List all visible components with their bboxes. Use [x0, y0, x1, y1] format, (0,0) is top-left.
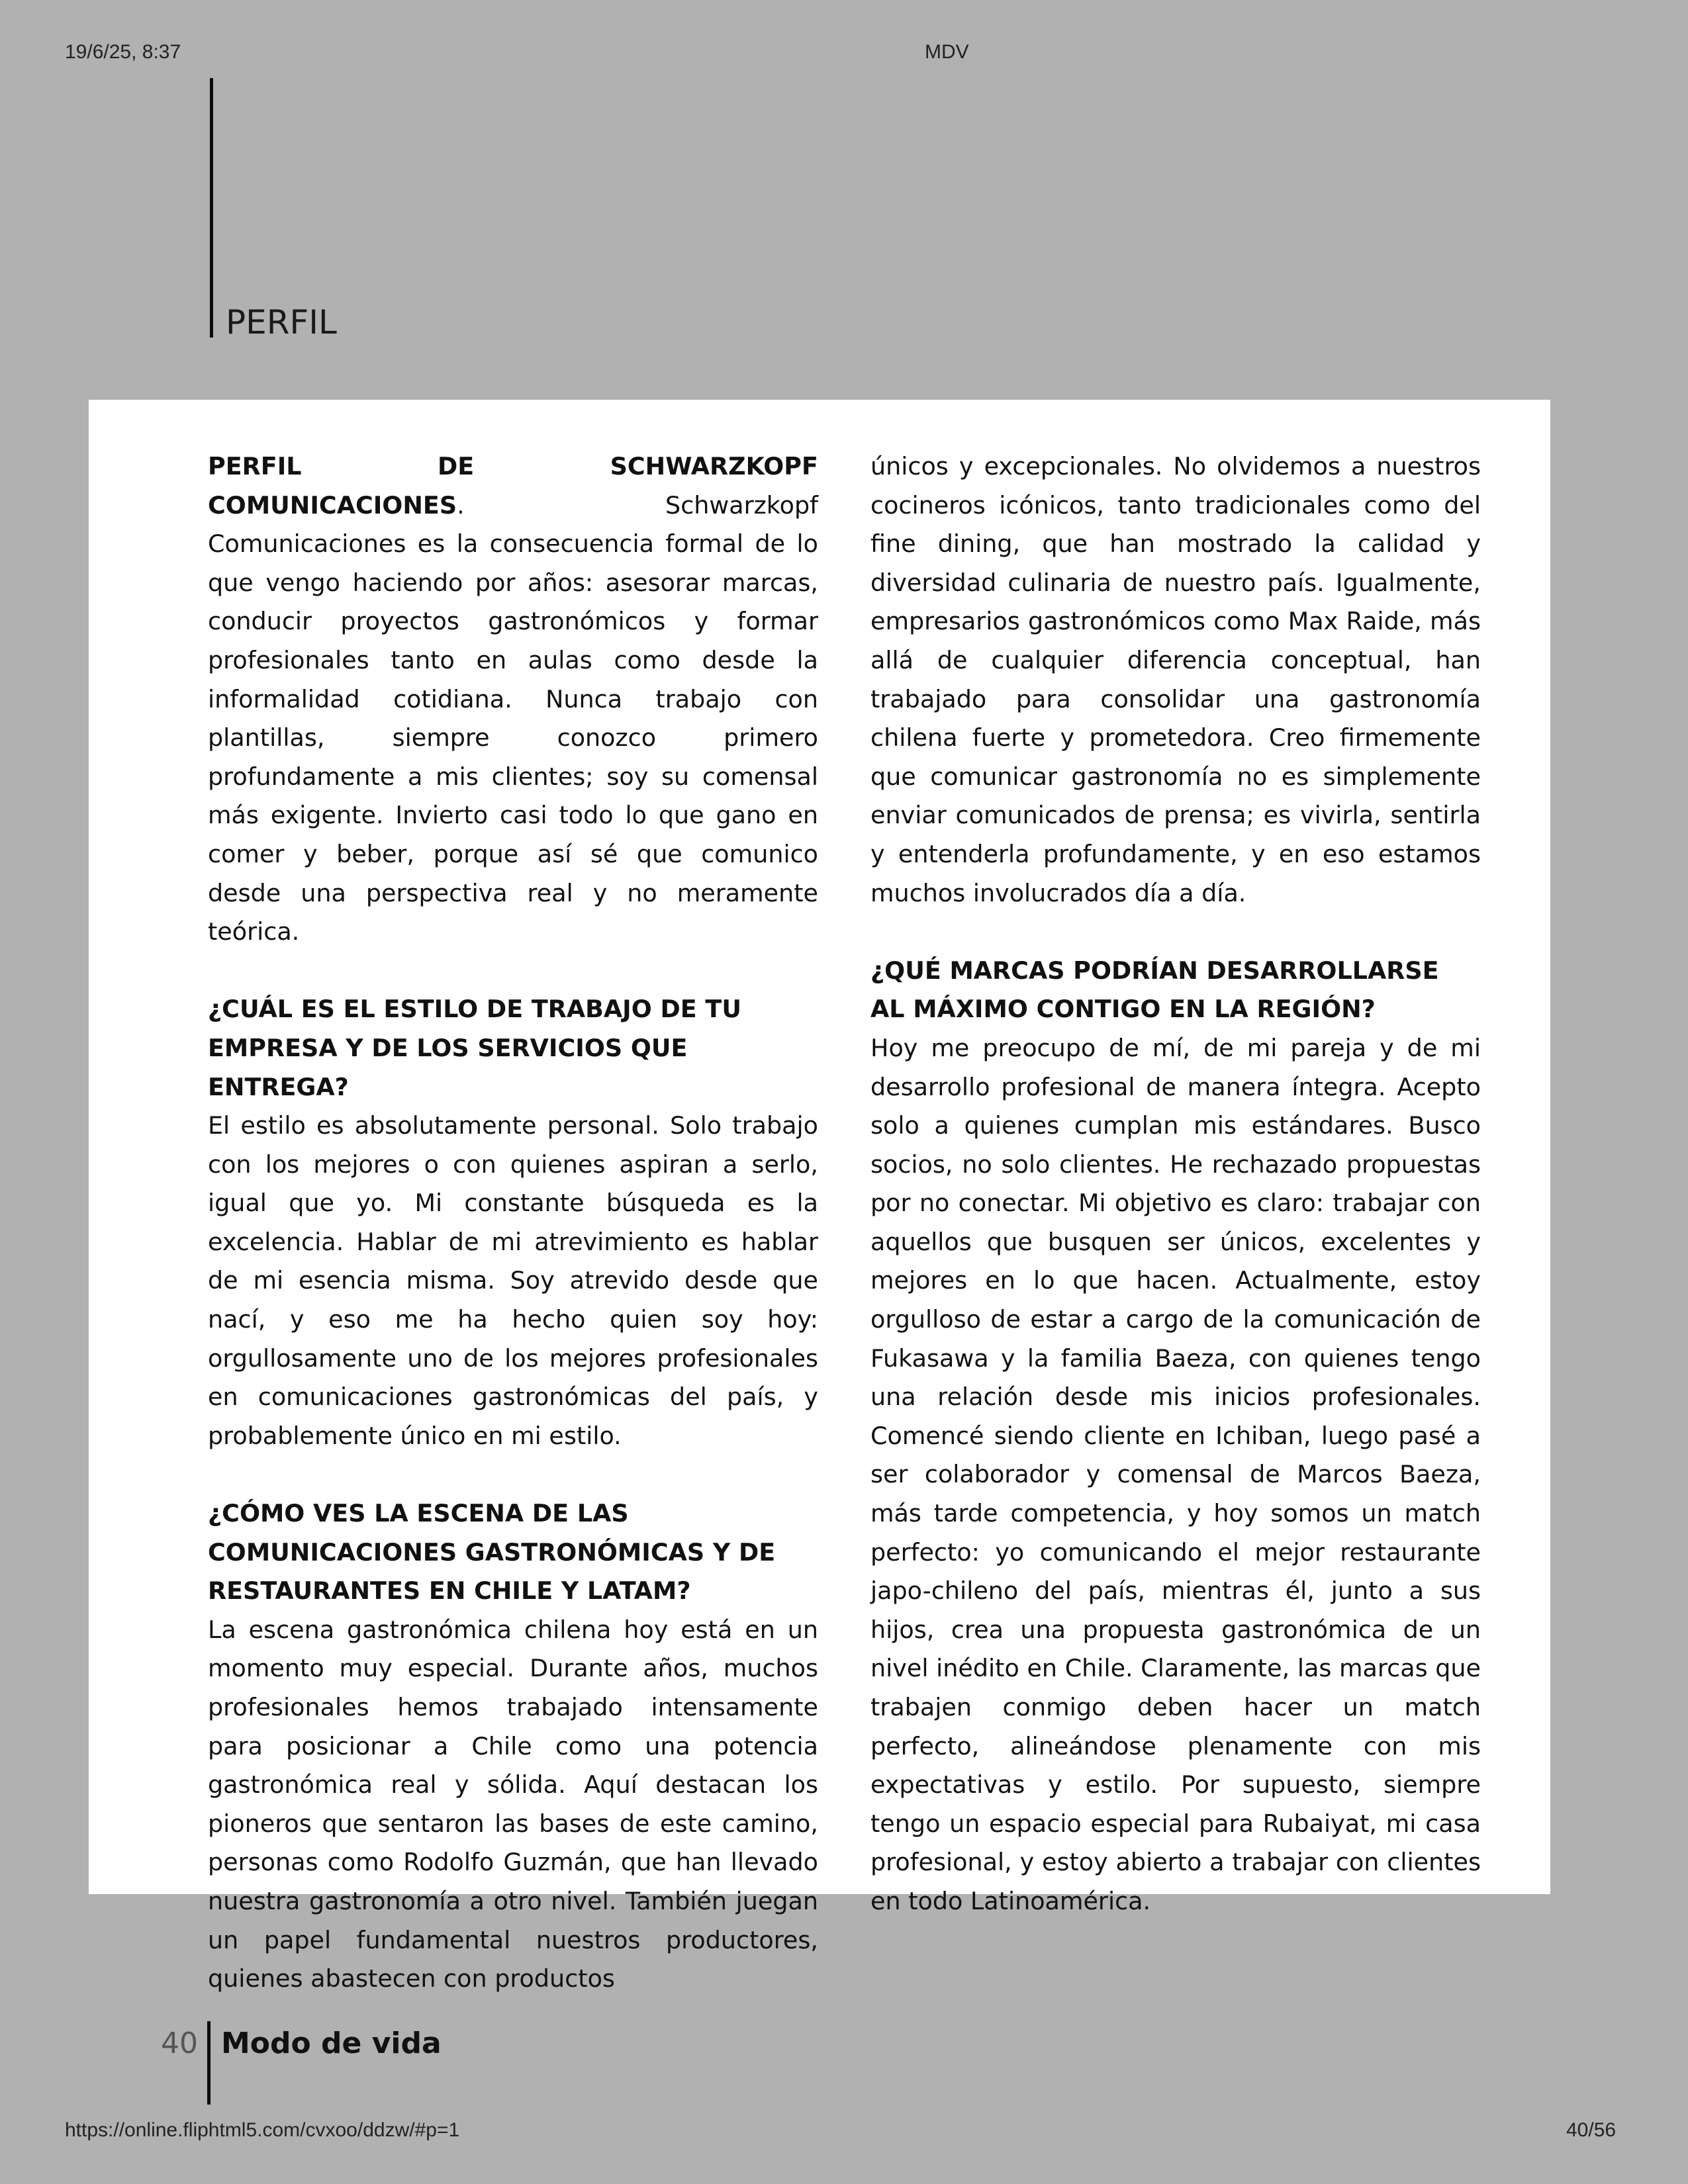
spacer	[208, 952, 818, 991]
question-heading-1: ¿CUÁL ES EL ESTILO DE TRABAJO DE TU EMPRESA Y DE LOS SERVICIOS QUE ENTREGA?	[208, 995, 741, 1101]
article-column-left	[208, 447, 818, 1999]
print-title: MDV	[925, 41, 969, 63]
spacer	[208, 1455, 818, 1494]
spacer	[870, 913, 1481, 952]
section-divider	[210, 78, 213, 338]
intro-period: .	[457, 490, 465, 520]
footer-divider	[207, 2021, 211, 2105]
article-column-right	[870, 447, 1481, 1921]
source-url: https://online.fliphtml5.com/cvxoo/ddzw/#p=1	[65, 2119, 460, 2141]
answer-body-3: Hoy me preocupo de mí, de mi pareja y de mi desarrollo profesional de manera íntegra. Acepto solo a quienes cumplan mis estándares. Busco socios, no solo clientes. He rechazado propuestas por no conectar. Mi objetivo es claro: trabajar con aquellos que busquen ser únicos, excelentes y mejores en lo que hacen. Actualmente, estoy orgulloso de estar a cargo de la comunicación de Fukasawa y la familia Baeza, con quienes tengo una relación desde mis inicios profesionales. Comencé siendo cliente en Ichiban, luego pasé a ser colaborador y comensal de Marcos Baeza, más tarde competencia, y hoy somos un match perfecto: yo comunicando el mejor restaurante japo-chileno del país, mientras él, junto a sus hijos, crea una propuesta gastronómica de un nivel inédito en Chile. Claramente, las marcas que trabajen conmigo deben hacer un match perfecto, alineándose plenamente con mis expectativas y estilo. Por supuesto, siempre tengo un espacio especial para Rubaiyat, mi casa profesional, y estoy abierto a trabajar con clientes en todo Latinoamérica.	[870, 1033, 1481, 1915]
answer-body-2: La escena gastronómica chilena hoy está en un momento muy especial. Durante años, muchos profesionales hemos trabajado intensamente para posicionar a Chile como una potencia gastronómica real y sólida. Aquí destacan los pioneros que sentaron las bases de este camino, personas como Rodolfo Guzmán, que han llevado nuestra gastronomía a otro nivel. También juegan un papel fundamental nuestros productores, quienes abastecen con productos	[208, 1615, 818, 1993]
question-heading-3: ¿QUÉ MARCAS PODRÍAN DESARROLLARSE AL MÁXIMO CONTIGO EN LA REGIÓN?	[870, 956, 1439, 1024]
print-datetime: 19/6/25, 8:37	[65, 41, 181, 63]
magazine-name: Modo de vida	[221, 2026, 442, 2060]
answer-body-1: El estilo es absolutamente personal. Solo trabajo con los mejores o con quienes aspiran a serlo, igual que yo. Mi constante búsqueda es la excelencia. Hablar de mi atrevimiento es hablar de mi esencia misma. Soy atrevido desde que nací, y eso me ha hecho quien soy hoy: orgullosamente uno de los mejores profesionales en comunicaciones gastronómicas del país, y probablemente único en mi estilo.	[208, 1111, 818, 1450]
section-label: PERFIL	[226, 303, 337, 341]
question-heading-2: ¿CÓMO VES LA ESCENA DE LAS COMUNICACIONES GASTRONÓMICAS Y DE RESTAURANTES EN CHILE Y LATAM?	[208, 1499, 776, 1606]
intro-paragraph	[208, 447, 818, 952]
intro-body: Schwarzkopf Comunicaciones es la consecuencia formal de lo que vengo haciendo por años: asesorar marcas, conducir proyectos gastronómicos y formar profesionales tanto en aulas como desde la informalidad cotidiana. Nunca trabajo con plantillas, siempre conozco primero profundamente a mis clientes; soy su comensal más exigente. Invierto casi todo lo que gano en comer y beber, porque así sé que comunico desde una perspectiva real y no meramente teórica.	[208, 490, 818, 946]
print-page-count: 40/56	[1566, 2119, 1617, 2141]
page-number: 40	[161, 2026, 198, 2060]
continuation-paragraph: únicos y excepcionales. No olvidemos a nuestros cocineros icónicos, tanto tradicionales como del fine dining, que han mostrado la calidad y diversidad culinaria de nuestro país. Igualmente, empresarios gastronómicos como Max Raide, más allá de cualquier diferencia conceptual, han trabajado para consolidar una gastronomía chilena fuerte y prometedora. Creo firmemente que comunicar gastronomía no es simplemente enviar comunicados de prensa; es vivirla, sentirla y entenderla profundamente, y en eso estamos muchos involucrados día a día.	[870, 452, 1481, 907]
intro-lead: PERFIL DE SCHWARZKOPF COMUNICACIONES	[208, 452, 818, 520]
